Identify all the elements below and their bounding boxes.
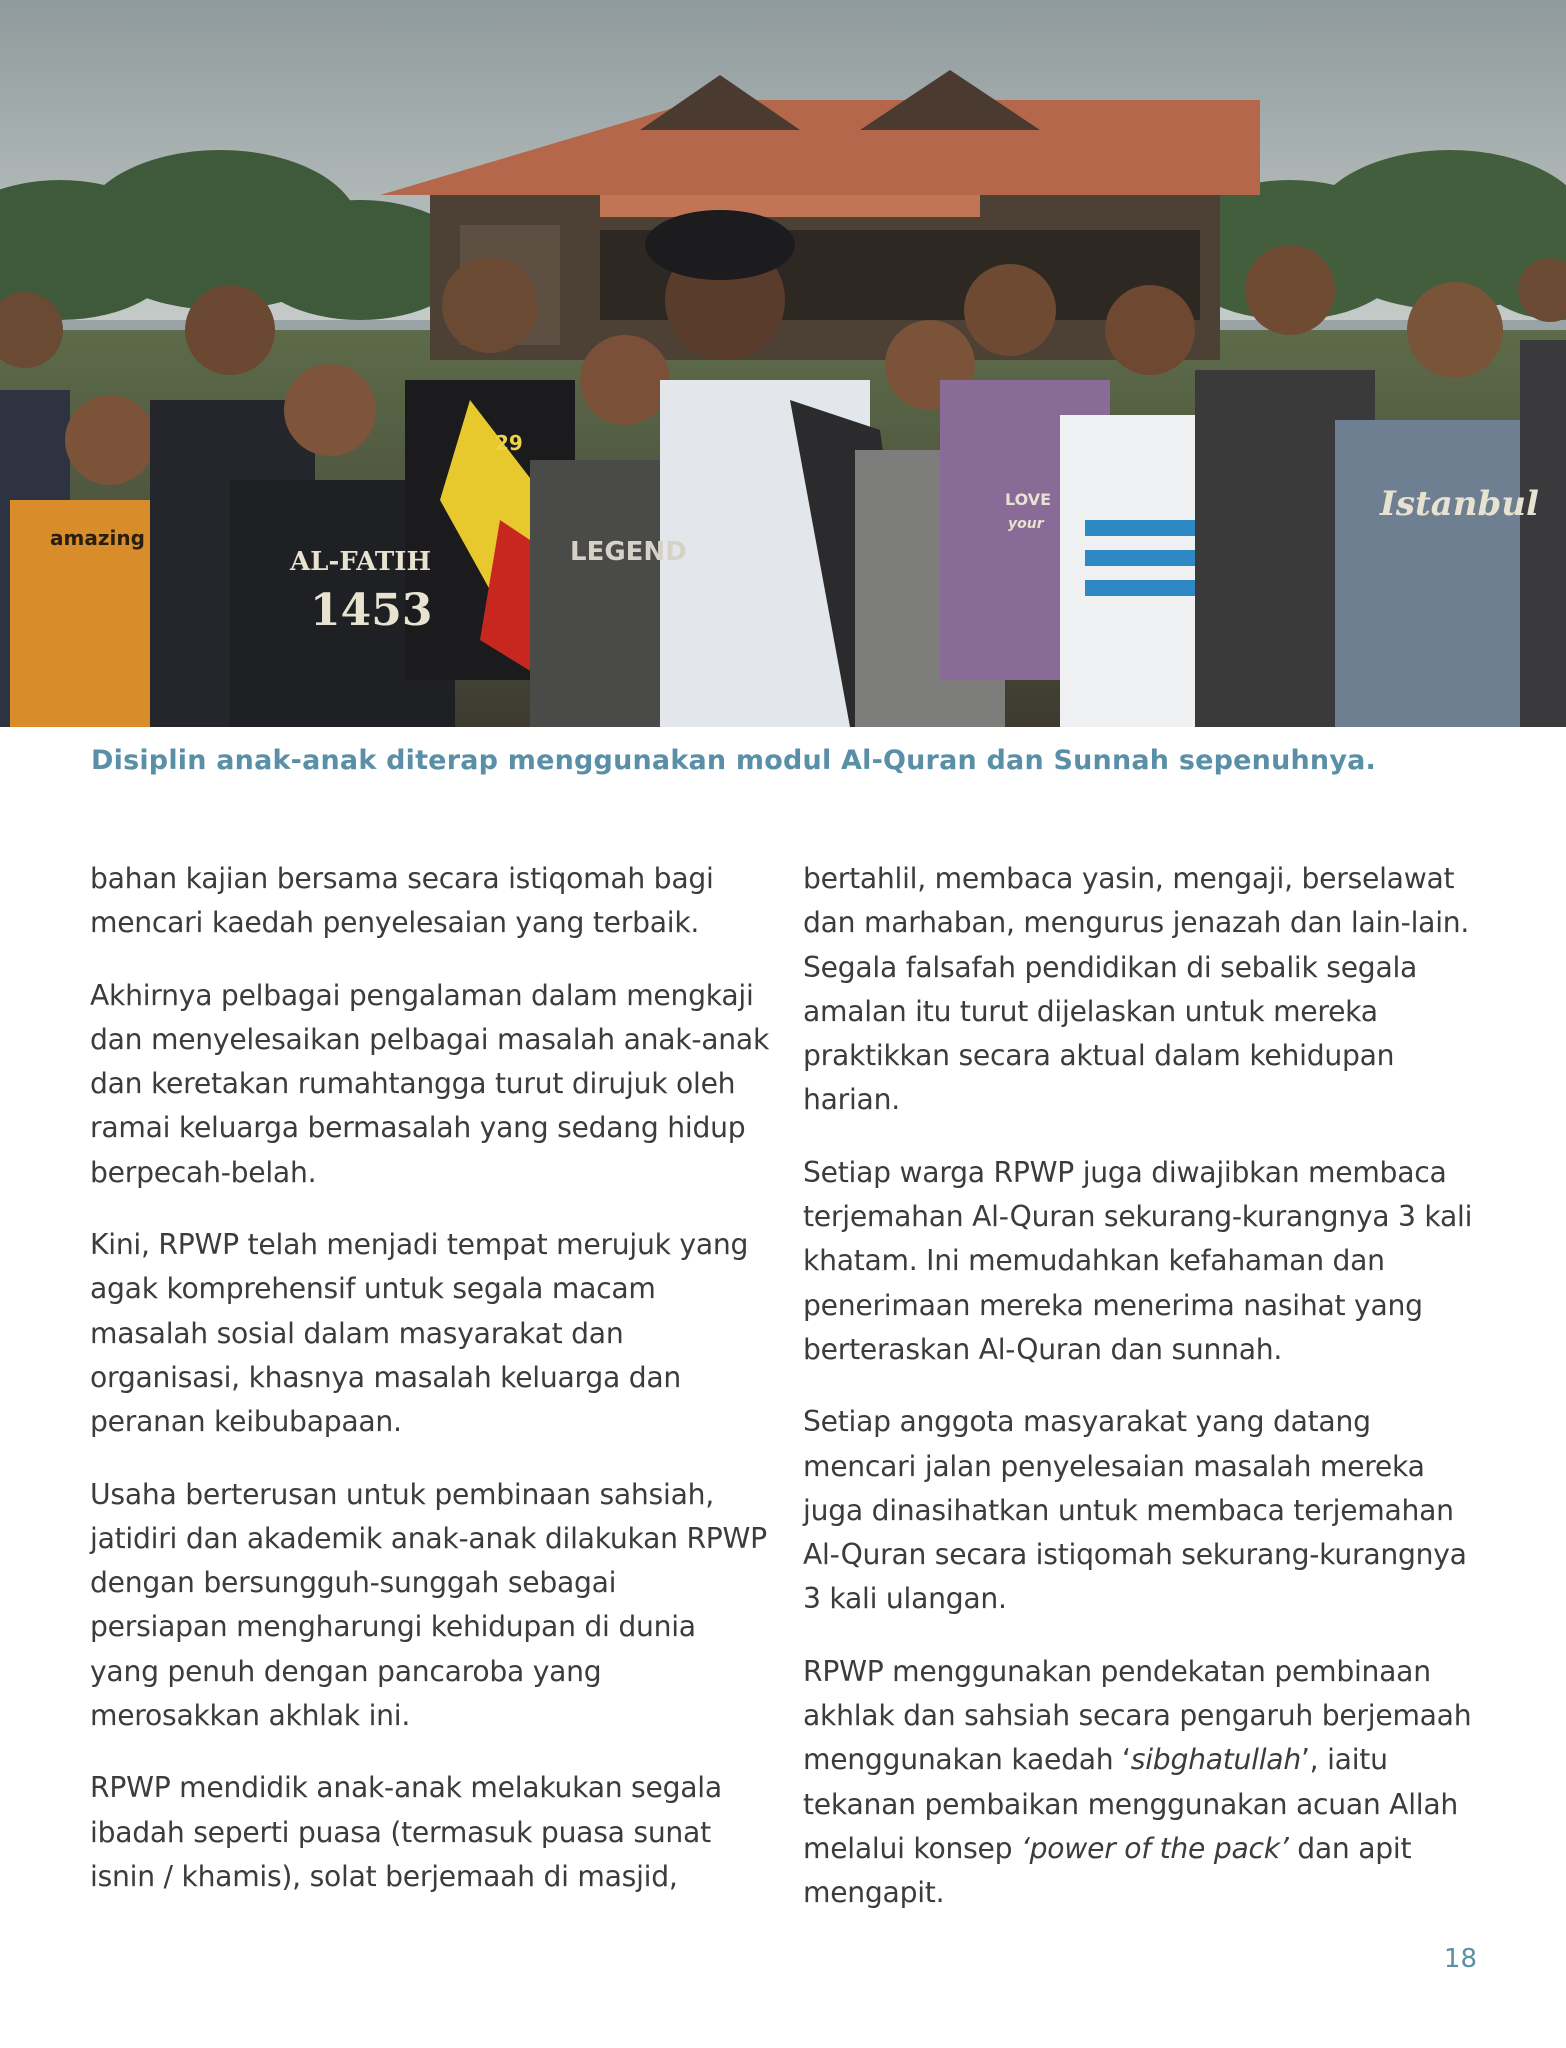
shirt-text-amazing: amazing: [50, 526, 145, 550]
shirt-text-istanbul: Istanbul: [1380, 484, 1539, 524]
paragraph: [803, 1650, 1503, 1916]
shirt-text-legend: LEGEND: [570, 537, 687, 567]
paragraph: [90, 1223, 790, 1444]
text-line: dengan bersungguh-sunggah sebagai: [90, 1566, 617, 1600]
text-line: amalan itu turut dijelaskan untuk mereka: [803, 994, 1378, 1028]
right-column: [803, 857, 1503, 1944]
text-line: Usaha berterusan untuk pembinaan sahsiah,: [90, 1477, 714, 1511]
text-line: peranan keibubapaan.: [90, 1405, 402, 1439]
text-line: dan keretakan rumahtangga turut dirujuk oleh: [90, 1067, 736, 1101]
text-line: dan menyelesaikan pelbagai masalah anak-anak: [90, 1022, 770, 1056]
paragraph: [803, 1151, 1503, 1372]
text-line: yang penuh dengan pancaroba yang: [90, 1654, 602, 1688]
text-line: jatidiri dan akademik anak-anak dilakukan RPWP: [90, 1521, 767, 1555]
italic-term: ‘power of the pack’: [1020, 1831, 1289, 1865]
text-line: juga dinasihatkan untuk membaca terjemahan: [803, 1493, 1454, 1527]
text-line: praktikkan secara aktual dalam kehidupan: [803, 1039, 1395, 1073]
text-line: Akhirnya pelbagai pengalaman dalam mengkaji: [90, 978, 754, 1012]
paragraph: [803, 857, 1503, 1123]
text-line: ramai keluarga bermasalah yang sedang hidup: [90, 1111, 746, 1145]
header-photo: [0, 0, 1566, 727]
text-line: agak komprehensif untuk segala macam: [90, 1272, 656, 1306]
text-line: penerimaan mereka menerima nasihat yang: [803, 1288, 1423, 1322]
text-line: ibadah seperti puasa (termasuk puasa sunat: [90, 1815, 711, 1849]
photo-illustration: [0, 0, 1566, 727]
text-segment: melalui konsep: [803, 1831, 1021, 1865]
text-line: RPWP menggunakan pendekatan pembinaan: [803, 1654, 1431, 1688]
text-line: [803, 1827, 1503, 1871]
text-segment: menggunakan kaedah ‘: [803, 1743, 1131, 1777]
text-line: terjemahan Al-Quran sekurang-kurangnya 3 kali: [803, 1200, 1473, 1234]
paragraph: [90, 974, 790, 1195]
shirt-text-love: LOVE: [1005, 490, 1052, 509]
text-line: mengapit.: [803, 1876, 945, 1910]
italic-term: sibghatullah: [1130, 1743, 1301, 1777]
text-line: [803, 1738, 1503, 1782]
photo-caption: Disiplin anak-anak diterap menggunakan modul Al-Quran dan Sunnah sepenuhnya.: [91, 745, 1377, 776]
left-column: [90, 857, 790, 1927]
text-line: mencari jalan penyelesaian masalah mereka: [803, 1449, 1425, 1483]
text-line: masalah sosial dalam masyarakat dan: [90, 1316, 624, 1350]
text-line: 3 kali ulangan.: [803, 1582, 1007, 1616]
text-line: organisasi, khasnya masalah keluarga dan: [90, 1360, 682, 1394]
text-segment: ’, iaitu: [1300, 1743, 1388, 1777]
shirt-text-1453: 1453: [310, 585, 433, 636]
text-line: Al-Quran secara istiqomah sekurang-kurangnya: [803, 1538, 1467, 1572]
shirt-text-29: 29: [495, 431, 523, 455]
page-number: 18: [1443, 1944, 1477, 1974]
text-line: dan marhaban, mengurus jenazah dan lain-lain.: [803, 906, 1470, 940]
text-line: tekanan pembaikan menggunakan acuan Allah: [803, 1787, 1459, 1821]
shirt-text-alfatih: AL-FATIH: [290, 547, 432, 577]
shirt-text-your: your: [1008, 516, 1044, 532]
boys-group: [0, 210, 1566, 727]
text-line: Kini, RPWP telah menjadi tempat merujuk yang: [90, 1228, 749, 1262]
paragraph: [803, 1400, 1503, 1621]
text-line: Setiap anggota masyarakat yang datang: [803, 1405, 1371, 1439]
text-line: berteraskan Al-Quran dan sunnah.: [803, 1332, 1283, 1366]
text-line: Setiap warga RPWP juga diwajibkan membaca: [803, 1155, 1447, 1189]
text-line: berpecah-belah.: [90, 1155, 317, 1189]
paragraph: [90, 857, 790, 946]
text-line: RPWP mendidik anak-anak melakukan segala: [90, 1771, 722, 1805]
text-segment: dan apit: [1288, 1831, 1412, 1865]
text-line: isnin / khamis), solat berjemaah di masjid,: [90, 1859, 678, 1893]
text-line: persiapan mengharungi kehidupan di dunia: [90, 1610, 696, 1644]
text-line: khatam. Ini memudahkan kefahaman dan: [803, 1244, 1385, 1278]
paragraph: [90, 1473, 790, 1739]
text-line: mencari kaedah penyelesaian yang terbaik.: [90, 906, 700, 940]
text-line: harian.: [803, 1083, 900, 1117]
paragraph: [90, 1766, 790, 1899]
text-line: bertahlil, membaca yasin, mengaji, berselawat: [803, 862, 1455, 895]
text-line: akhlak dan sahsiah secara pengaruh berjemaah: [803, 1699, 1472, 1733]
text-line: bahan kajian bersama secara istiqomah bagi: [90, 862, 714, 895]
text-line: Segala falsafah pendidikan di sebalik segala: [803, 950, 1418, 984]
text-line: merosakkan akhlak ini.: [90, 1699, 411, 1733]
